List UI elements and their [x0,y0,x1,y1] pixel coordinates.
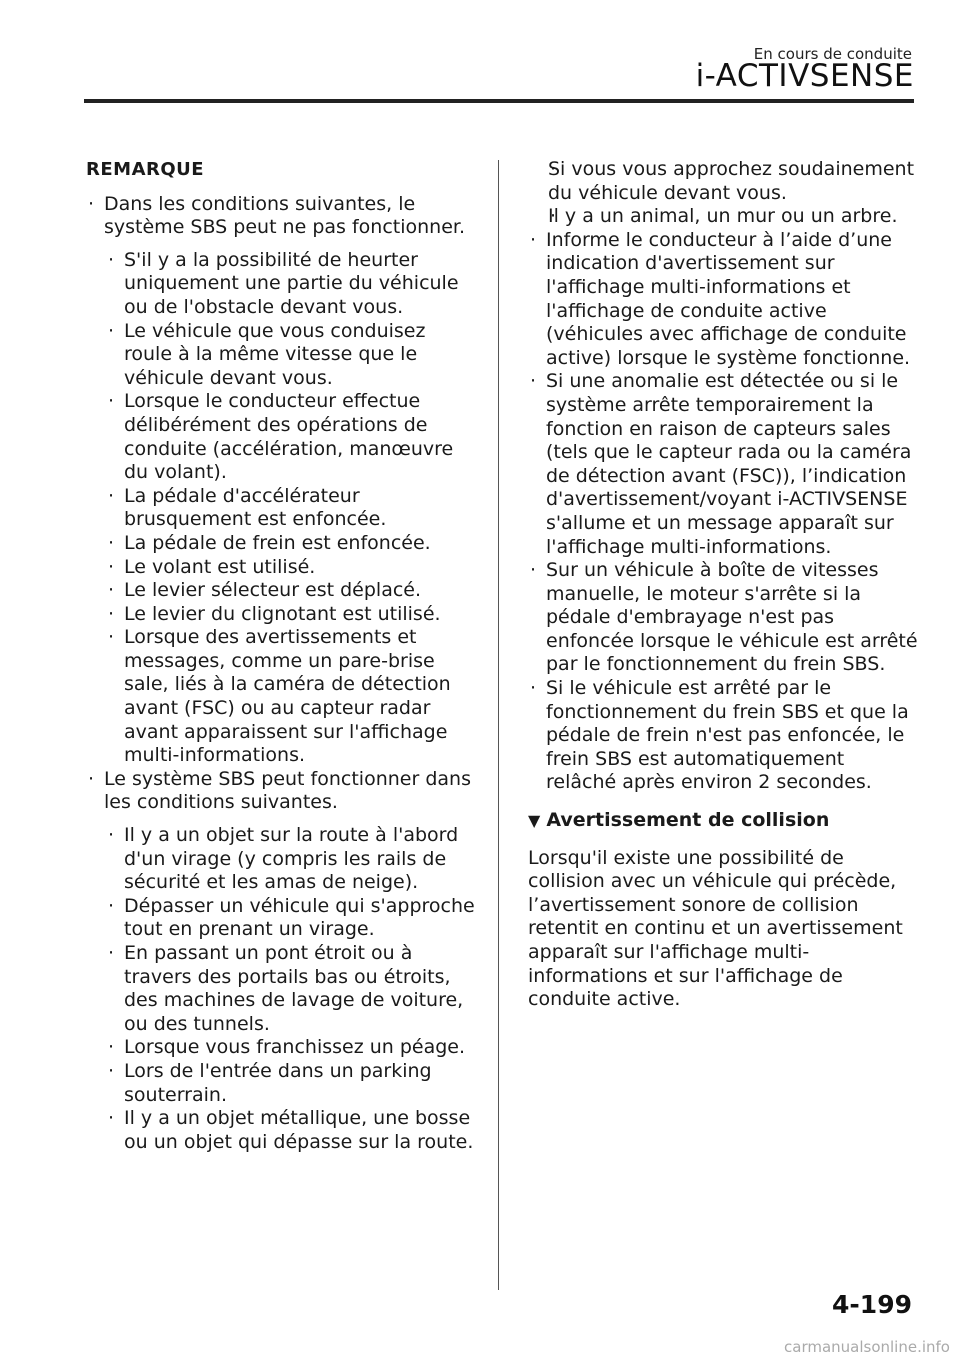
sub-bullet-item: · Il y a un animal, un mur ou un arbre. [528,205,920,229]
triangle-down-icon: ▼ [528,811,541,831]
bullet-item: · Sur un véhicule à boîte de vitesses manuelle, le moteur s'arrête si la pédale d'embrayage n'est pas enfoncée lorsque le véhicule est arrêté par le fonctionnement du frein SBS. [528,559,920,677]
sub-bullet-item: · Lorsque le conducteur effectue délibérément des opérations de conduite (accélération, manœuvre du volant). [86,390,478,484]
sub-bullet-item: · Il y a un objet sur la route à l'abord d'un virage (y compris les rails de sécurité et les amas de neige). [86,824,478,895]
bullet-item: · Informe le conducteur à l’aide d’une indication d'avertissement sur l'affichage multi-informations et l'affichage de conduite active (véhicules avec affichage de conduite active) lorsque le système fonctionne. [528,229,920,371]
note-title: REMARQUE [86,159,205,180]
sub-bullet-item: · Le volant est utilisé. [86,556,478,580]
bullet-item: · Dans les conditions suivantes, le système SBS peut ne pas fonctionner. [86,193,478,240]
right-column [528,158,920,1012]
page-number: 4-199 [832,1290,912,1319]
sub-bullet-item: · Le levier du clignotant est utilisé. [86,603,478,627]
sub-bullet-item: · En passant un pont étroit ou à travers des portails bas ou étroits, des machines de lavage de voiture, ou des tunnels. [86,942,478,1036]
section-title: Avertissement de collision [546,809,830,832]
sub-bullet-item: · Lorsque des avertissements et messages, comme un pare-brise sale, liés à la caméra de détection avant (FSC) ou au capteur radar avant apparaissent sur l'affichage multi-informations. [86,626,478,768]
section-heading [528,809,920,833]
sub-bullet-item: · La pédale de frein est enfoncée. [86,532,478,556]
sub-bullet-item: · Lors de l'entrée dans un parking souterrain. [86,1060,478,1107]
section-paragraph: Lorsqu'il existe une possibilité de collision avec un véhicule qui précède, l’avertissement sonore de collision retentit en continu et un avertissement apparaît sur l'affichage multi-informations et sur l'affichage de conduite active. [528,846,903,1011]
sub-bullet-item: · Il y a un objet métallique, une bosse ou un objet qui dépasse sur la route. [86,1107,478,1154]
left-column [86,158,478,1154]
sub-bullet-item: · Le levier sélecteur est déplacé. [86,579,478,603]
bullet-item: · Le système SBS peut fonctionner dans les conditions suivantes. [86,768,478,815]
sub-bullet-item: · Si vous vous approchez soudainement du véhicule devant vous. [528,158,920,205]
column-divider [498,160,499,1290]
header-subtitle: En cours de conduite [753,45,912,63]
sub-bullet-item: · Le véhicule que vous conduisez roule à la même vitesse que le véhicule devant vous. [86,320,478,391]
sub-bullet-item: · Lorsque vous franchissez un péage. [86,1036,478,1060]
header-rule [84,99,914,103]
footer-watermark: carmanualsonline.info [784,1338,950,1356]
bullet-item: · Si une anomalie est détectée ou si le système arrête temporairement la fonction en raison de capteurs sales (tels que le capteur rada ou la caméra de détection avant (FSC)), l’indication d'avertissement/voyant i-ACTIVSENSE s'allume et un message apparaît sur l'affichage multi-informations. [528,370,920,559]
sub-bullet-item: · La pédale d'accélérateur brusquement est enfoncée. [86,485,478,532]
sub-bullet-item: · Dépasser un véhicule qui s'approche tout en prenant un virage. [86,895,478,942]
bullet-item: · Si le véhicule est arrêté par le fonctionnement du frein SBS et que la pédale de frein n'est pas enfoncée, le frein SBS est automatiquement relâché après environ 2 secondes. [528,677,920,795]
header-title: i-ACTIVSENSE [695,58,914,94]
sub-bullet-item: · S'il y a la possibilité de heurter uniquement une partie du véhicule ou de l'obstacle devant vous. [86,249,478,320]
